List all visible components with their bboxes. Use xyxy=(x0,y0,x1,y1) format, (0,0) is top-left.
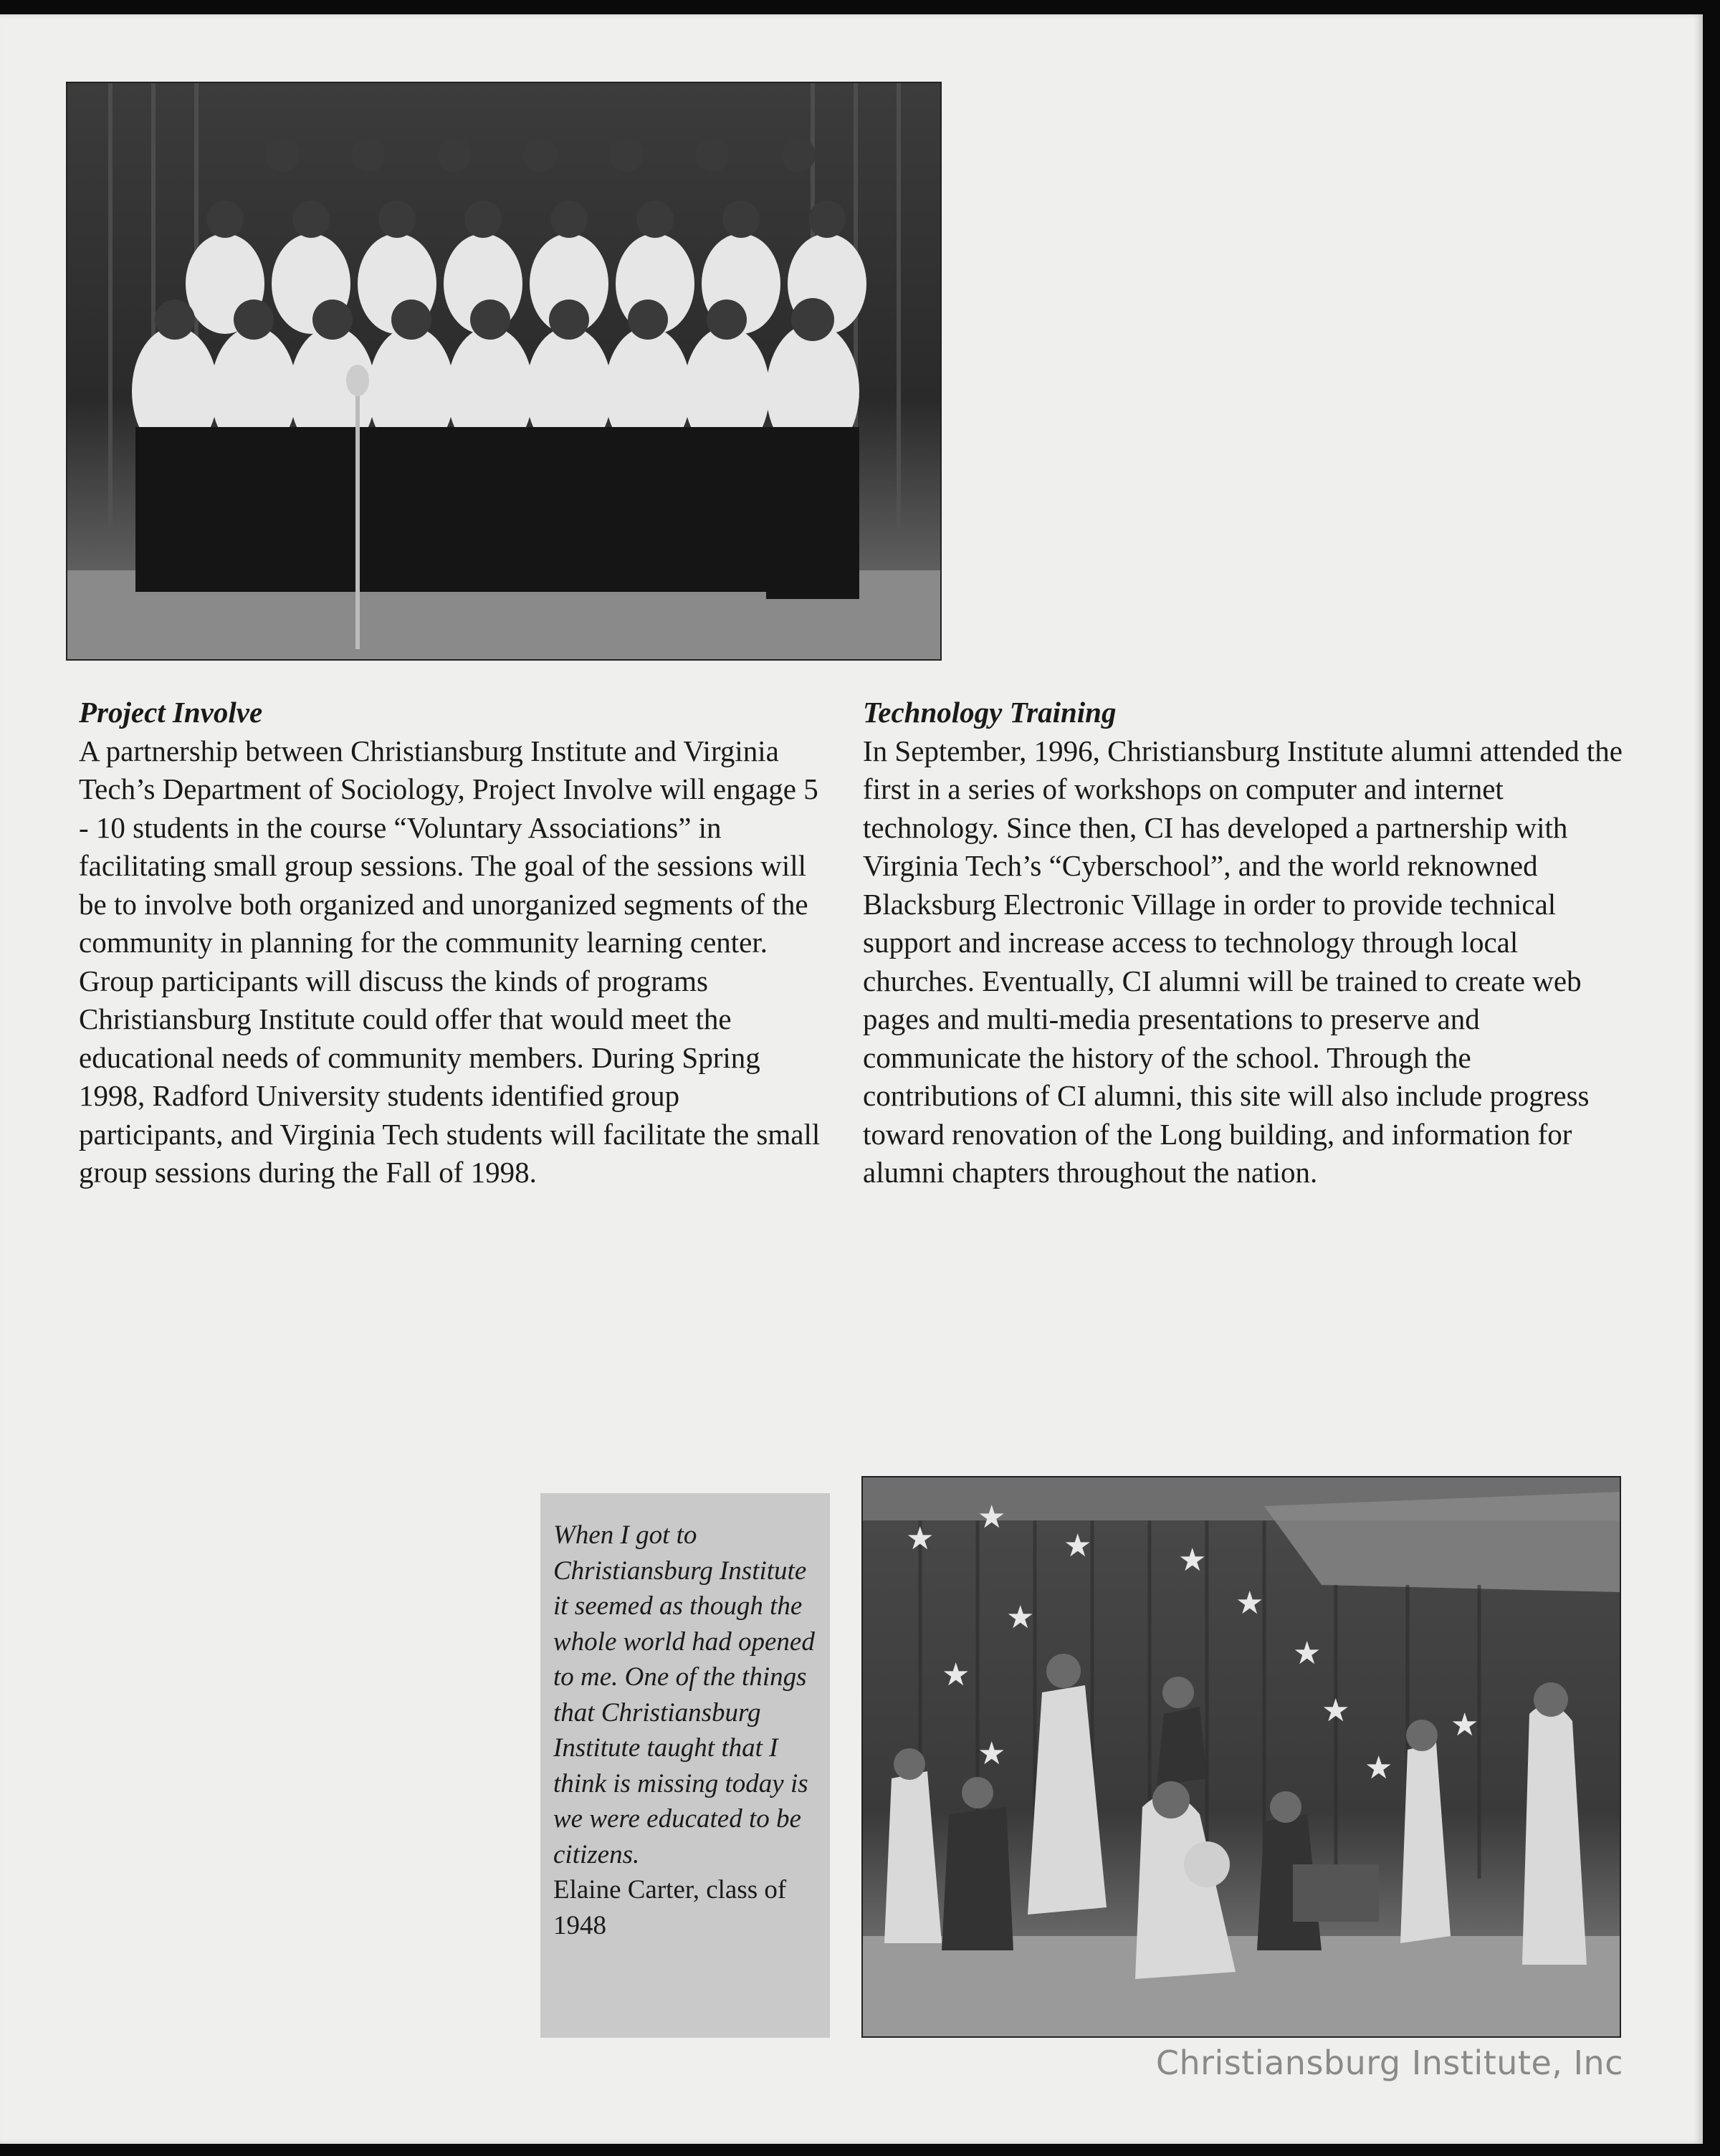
svg-text:★: ★ xyxy=(1322,1692,1350,1729)
choir-photo xyxy=(66,82,942,661)
choir-photo-image xyxy=(67,83,940,659)
pageant-photo xyxy=(861,1476,1621,2038)
technology-training-body: In September, 1996, Christiansburg Institute alumni attended the first in a series of workshops on computer and internet technology. Since then, CI has developed a partnership with Virginia Tech’s “Cyberschool”, and the world reknowned Blacksburg Electronic Village in order to provide technical support and increase access to technology through local churches. Eventually, CI alumni will be trained to create web pages and multi-media presentations to preserve and communicate the history of the school. Through the contributions of CI alumni, this site will also include progress toward renovation of the Long building, and information for alumni chapters throughout the nation. xyxy=(863,734,1623,1189)
project-involve-section xyxy=(79,694,824,1192)
technology-training-section xyxy=(863,694,1623,1192)
project-involve-body: A partnership between Christiansburg Institute and Virginia Tech’s Department of Sociology, Project Involve will engage 5 - 10 students in the course “Voluntary Associations” in facilitating small group sessions. The goal of the sessions will be to involve both organized and unorganized segments of the community in planning for the community learning center. Group participants will discuss the kinds of programs Christiansburg Institute could offer that would meet the educational needs of community members. During Spring 1998, Radford University students identified group participants, and Virginia Tech students will facilitate the small group sessions during the Fall of 1998. xyxy=(79,734,821,1189)
quote-text: When I got to Christiansburg Institute it seemed as though the whole world had opened to me. One of the things that Christiansburg Institute taught that I think is missing today is we were educated to be citizens. xyxy=(553,1520,815,1869)
document-page xyxy=(0,14,1703,2144)
project-involve-heading: Project Involve xyxy=(79,696,263,729)
svg-text:★: ★ xyxy=(1064,1528,1092,1564)
svg-text:★: ★ xyxy=(1293,1635,1322,1672)
svg-text:★: ★ xyxy=(1365,1750,1393,1786)
svg-text:★: ★ xyxy=(1451,1707,1479,1743)
quote-attribution: Elaine Carter, class of 1948 xyxy=(553,1875,787,1940)
pageant-photo-image xyxy=(863,1477,1620,2036)
svg-text:★: ★ xyxy=(1236,1585,1264,1621)
svg-text:★: ★ xyxy=(942,1657,970,1693)
svg-text:★: ★ xyxy=(1178,1542,1207,1578)
svg-text:★: ★ xyxy=(906,1520,935,1557)
svg-text:★: ★ xyxy=(978,1735,1006,1772)
quote-box xyxy=(540,1493,830,2038)
technology-training-heading: Technology Training xyxy=(863,696,1117,729)
svg-text:★: ★ xyxy=(978,1499,1006,1535)
watermark: Christiansburg Institute, Inc xyxy=(1155,2044,1623,2082)
svg-text:★: ★ xyxy=(1006,1599,1035,1636)
